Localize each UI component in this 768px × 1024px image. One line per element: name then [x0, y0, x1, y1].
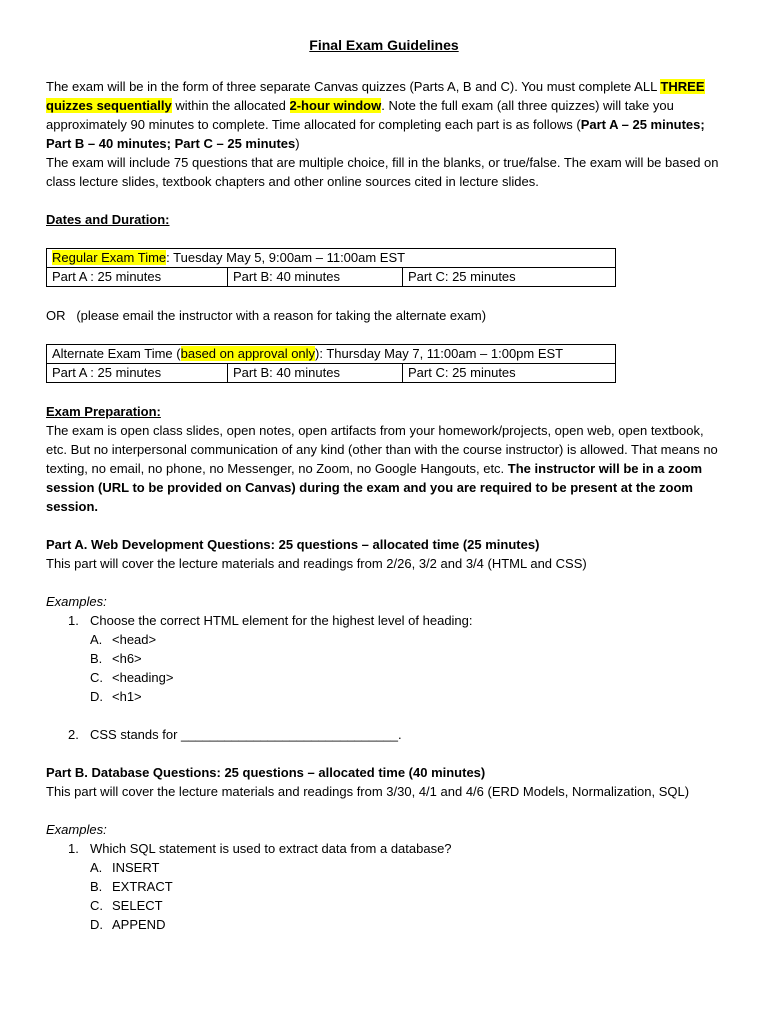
part-b-description: This part will cover the lecture materials and readings from 3/30, 4/1 and 4/6 (ERD Models, Normalization, SQL)	[46, 784, 690, 799]
prep-heading: Exam Preparation:	[46, 404, 161, 419]
answer-option	[90, 858, 722, 877]
dates-heading: Dates and Duration:	[46, 212, 170, 227]
option-text: INSERT	[112, 860, 160, 875]
answer-option	[90, 668, 722, 687]
regular-part-b-cell: Part B: 40 minutes	[228, 268, 403, 287]
intro-text: The exam will be in the form of three separate Canvas quizzes (Parts A, B and C). You must complete ALL	[46, 79, 661, 94]
highlight-three-quizzes: THREE quizzes sequentially	[46, 79, 705, 113]
question-item	[68, 725, 722, 744]
prep-paragraph	[46, 421, 722, 516]
answer-option	[90, 649, 722, 668]
question-item	[68, 611, 722, 706]
document-title: Final Exam Guidelines	[309, 37, 459, 53]
option-letter: C.	[90, 898, 103, 913]
part-b-examples-label: Examples:	[46, 822, 107, 837]
part-a-examples-label: Examples:	[46, 594, 107, 609]
regular-exam-time-text: : Tuesday May 5, 9:00am – 11:00am EST	[166, 250, 406, 265]
highlight-based-on-approval: based on approval only	[180, 346, 316, 361]
question-number: 1.	[68, 841, 79, 856]
or-line: OR (please email the instructor with a reason for taking the alternate exam)	[46, 308, 487, 323]
highlight-2-hour-window: 2-hour window	[289, 98, 382, 113]
part-a-question-list-2	[46, 725, 722, 744]
regular-exam-time-cell	[47, 249, 616, 268]
option-text: EXTRACT	[112, 879, 173, 894]
intro-text: )	[295, 136, 300, 151]
option-letter: D.	[90, 689, 103, 704]
answer-option	[90, 630, 722, 649]
part-times-bold: Part A – 25 minutes; Part B – 40 minutes; Part C – 25 minutes	[46, 117, 705, 151]
part-a-question-list	[46, 611, 722, 706]
regular-exam-table	[46, 248, 616, 287]
alternate-exam-time-text: Alternate Exam Time (	[52, 346, 181, 361]
option-text: <h1>	[112, 689, 142, 704]
alternate-exam-table	[46, 344, 616, 383]
option-letter: D.	[90, 917, 103, 932]
alternate-exam-time-cell	[47, 345, 616, 364]
answer-options	[90, 630, 722, 706]
question-item	[68, 839, 722, 934]
regular-part-c-cell: Part C: 25 minutes	[403, 268, 616, 287]
part-a-heading: Part A. Web Development Questions: 25 questions – allocated time (25 minutes)	[46, 537, 540, 552]
question-number: 1.	[68, 613, 79, 628]
question-text: Choose the correct HTML element for the highest level of heading:	[90, 613, 473, 628]
option-letter: B.	[90, 879, 103, 894]
intro-text: . Note the full exam (all three quizzes) will take you approximately 90 minutes to complete. Time allocated for completing each part is as follows (	[46, 98, 674, 132]
answer-option	[90, 877, 722, 896]
prep-text: The exam is open class slides, open notes, open artifacts from your homework/projects, open web, open textbook, etc. But no interpersonal communication of any kind (other than with the course instructor) is allowed. That means no texting, no email, no phone, no Messenger, no Zoom, no Google Hangouts, etc.	[46, 423, 718, 476]
option-text: SELECT	[112, 898, 163, 913]
question-number: 2.	[68, 727, 79, 742]
option-letter: A.	[90, 860, 103, 875]
option-letter: C.	[90, 670, 103, 685]
option-text: <head>	[112, 632, 157, 647]
highlight-regular-exam-time: Regular Exam Time	[52, 250, 167, 265]
option-letter: B.	[90, 651, 103, 666]
answer-option	[90, 915, 722, 934]
part-b-question-list	[46, 839, 722, 934]
question-text: Which SQL statement is used to extract data from a database?	[90, 841, 452, 856]
question-text: CSS stands for ______________________________.	[90, 727, 402, 742]
part-b-heading: Part B. Database Questions: 25 questions – allocated time (40 minutes)	[46, 765, 486, 780]
alternate-part-a-cell: Part A : 25 minutes	[47, 364, 228, 383]
intro-text: within the allocated	[171, 98, 290, 113]
alternate-part-c-cell: Part C: 25 minutes	[403, 364, 616, 383]
intro-paragraph-2: The exam will include 75 questions that are multiple choice, fill in the blanks, or true/false. The exam will be based on class lecture slides, textbook chapters and other online sources cited in lecture slides.	[46, 155, 719, 189]
part-a-description: This part will cover the lecture materials and readings from 2/26, 3/2 and 3/4 (HTML and CSS)	[46, 556, 587, 571]
answer-options	[90, 858, 722, 934]
regular-part-a-cell: Part A : 25 minutes	[47, 268, 228, 287]
alternate-part-b-cell: Part B: 40 minutes	[228, 364, 403, 383]
option-text: <heading>	[112, 670, 174, 685]
answer-option	[90, 896, 722, 915]
option-text: <h6>	[112, 651, 142, 666]
answer-option	[90, 687, 722, 706]
prep-zoom-requirement: The instructor will be in a zoom session (URL to be provided on Canvas) during the exam and you are required to be present at the zoom session.	[46, 461, 703, 514]
intro-paragraph	[46, 77, 722, 153]
option-letter: A.	[90, 632, 103, 647]
option-text: APPEND	[112, 917, 166, 932]
alternate-exam-time-text: ): Thursday May 7, 11:00am – 1:00pm EST	[315, 346, 564, 361]
